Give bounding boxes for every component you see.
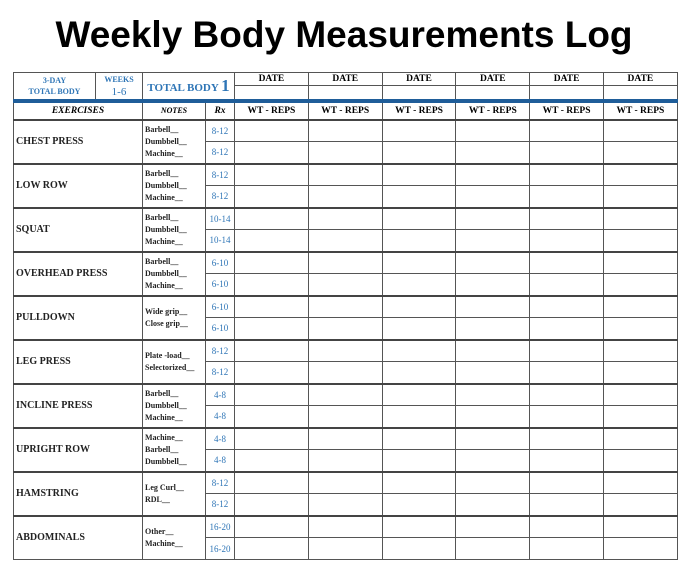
table-row	[14, 120, 678, 142]
wt-reps-input[interactable]	[235, 186, 309, 208]
wt-reps-input[interactable]	[604, 538, 678, 560]
wt-reps-input[interactable]	[235, 472, 309, 494]
wt-reps-input[interactable]	[604, 186, 678, 208]
note-option[interactable]: Dumbbell__	[145, 400, 187, 410]
wt-reps-input[interactable]	[382, 296, 456, 318]
wt-reps-input[interactable]	[235, 406, 309, 428]
note-option[interactable]: Dumbbell__	[145, 268, 187, 278]
wt-reps-input[interactable]	[456, 296, 530, 318]
exercise-notes	[143, 164, 206, 208]
plan-cell	[143, 73, 235, 101]
wt-reps-input[interactable]	[530, 186, 604, 208]
wt-reps-input[interactable]	[382, 142, 456, 164]
wt-reps-input[interactable]	[604, 406, 678, 428]
wt-reps-input[interactable]	[456, 406, 530, 428]
wt-reps-header-4: WT - REPS	[456, 101, 530, 120]
note-option[interactable]: Machine__	[145, 192, 183, 202]
wt-reps-input[interactable]	[604, 274, 678, 296]
note-option[interactable]: Plate -load__	[145, 350, 190, 360]
wt-reps-input[interactable]	[604, 362, 678, 384]
wt-reps-input[interactable]	[456, 120, 530, 142]
date-input-3[interactable]	[382, 86, 456, 101]
wt-reps-header-6: WT - REPS	[604, 101, 678, 120]
wt-reps-input[interactable]	[456, 252, 530, 274]
note-option[interactable]: Machine__	[145, 538, 183, 548]
wt-reps-input[interactable]	[604, 164, 678, 186]
exercise-notes	[143, 208, 206, 252]
wt-reps-input[interactable]	[235, 208, 309, 230]
note-option[interactable]: Barbell__	[145, 168, 179, 178]
wt-reps-input[interactable]	[456, 208, 530, 230]
wt-reps-input[interactable]	[604, 494, 678, 516]
wt-reps-input[interactable]	[382, 230, 456, 252]
date-input-5[interactable]	[530, 86, 604, 101]
wt-reps-input[interactable]	[235, 296, 309, 318]
note-option[interactable]: Machine__	[145, 148, 183, 158]
rx-value: 8-12	[206, 472, 235, 494]
wt-reps-input[interactable]	[604, 384, 678, 406]
wt-reps-input[interactable]	[530, 120, 604, 142]
wt-reps-input[interactable]	[382, 494, 456, 516]
wt-reps-input[interactable]	[382, 340, 456, 362]
wt-reps-input[interactable]	[308, 296, 382, 318]
exercise-name: HAMSTRING	[14, 472, 143, 516]
exercise-notes	[143, 296, 206, 340]
wt-reps-input[interactable]	[382, 406, 456, 428]
wt-reps-input[interactable]	[382, 472, 456, 494]
plan-label: TOTAL BODY	[147, 81, 219, 94]
note-option[interactable]: Machine__	[145, 280, 183, 290]
weeks-value: 1-6	[111, 85, 127, 98]
exercise-notes	[143, 384, 206, 428]
rx-value: 16-20	[206, 516, 235, 538]
wt-reps-input[interactable]	[308, 208, 382, 230]
wt-reps-input[interactable]	[456, 516, 530, 538]
program-cell	[14, 73, 96, 101]
wt-reps-input[interactable]	[456, 186, 530, 208]
wt-reps-input[interactable]	[530, 230, 604, 252]
wt-reps-input[interactable]	[308, 252, 382, 274]
exercise-notes	[143, 428, 206, 472]
wt-reps-input[interactable]	[235, 362, 309, 384]
rx-value: 10-14	[206, 208, 235, 230]
wt-reps-input[interactable]	[456, 164, 530, 186]
date-label-4: DATE	[456, 73, 530, 86]
wt-reps-input[interactable]	[456, 428, 530, 450]
exercise-notes	[143, 120, 206, 164]
note-option[interactable]: Machine__	[145, 432, 183, 442]
program-line2: TOTAL BODY	[28, 86, 81, 96]
date-label-6: DATE	[604, 73, 678, 86]
wt-reps-input[interactable]	[530, 208, 604, 230]
program-line1: 3-DAY	[42, 75, 67, 85]
note-option[interactable]: Close grip__	[145, 318, 188, 328]
exercise-notes	[143, 340, 206, 384]
wt-reps-header-5: WT - REPS	[530, 101, 604, 120]
wt-reps-input[interactable]	[235, 318, 309, 340]
rx-value: 4-8	[206, 406, 235, 428]
plan-number: 1	[221, 75, 230, 95]
wt-reps-input[interactable]	[604, 472, 678, 494]
note-option[interactable]: Barbell__	[145, 444, 179, 454]
table-row	[14, 472, 678, 494]
rx-value: 6-10	[206, 296, 235, 318]
wt-reps-header-3: WT - REPS	[382, 101, 456, 120]
wt-reps-input[interactable]	[308, 164, 382, 186]
date-label-5: DATE	[530, 73, 604, 86]
wt-reps-input[interactable]	[382, 538, 456, 560]
wt-reps-input[interactable]	[604, 450, 678, 472]
exercise-name: SQUAT	[14, 208, 143, 252]
rx-value: 4-8	[206, 450, 235, 472]
wt-reps-input[interactable]	[235, 516, 309, 538]
weeks-cell	[96, 73, 143, 101]
table-row	[14, 252, 678, 274]
date-input-1[interactable]	[235, 86, 309, 101]
note-option[interactable]: Dumbbell__	[145, 180, 187, 190]
note-option[interactable]: Machine__	[145, 412, 183, 422]
wt-reps-input[interactable]	[235, 164, 309, 186]
wt-reps-input[interactable]	[382, 252, 456, 274]
wt-reps-input[interactable]	[530, 494, 604, 516]
rx-value: 8-12	[206, 362, 235, 384]
wt-reps-input[interactable]	[308, 186, 382, 208]
rx-value: 8-12	[206, 164, 235, 186]
wt-reps-input[interactable]	[235, 274, 309, 296]
wt-reps-input[interactable]	[235, 252, 309, 274]
wt-reps-input[interactable]	[235, 384, 309, 406]
date-input-4[interactable]	[456, 86, 530, 101]
note-option[interactable]: Wide grip__	[145, 306, 188, 316]
exercise-name: PULLDOWN	[14, 296, 143, 340]
date-label-3: DATE	[382, 73, 456, 86]
workout-log-table	[13, 72, 678, 560]
note-option[interactable]: RDL__	[145, 494, 170, 504]
date-label-1: DATE	[235, 73, 309, 86]
wt-reps-header-1: WT - REPS	[235, 101, 309, 120]
table-row	[14, 164, 678, 186]
wt-reps-input[interactable]	[235, 450, 309, 472]
note-option[interactable]: Dumbbell__	[145, 224, 187, 234]
rx-value: 4-8	[206, 384, 235, 406]
rx-value: 6-10	[206, 252, 235, 274]
column-header-row	[14, 101, 678, 120]
date-input-2[interactable]	[308, 86, 382, 101]
wt-reps-input[interactable]	[604, 120, 678, 142]
note-option[interactable]: Barbell__	[145, 212, 179, 222]
wt-reps-input[interactable]	[456, 318, 530, 340]
wt-reps-input[interactable]	[456, 384, 530, 406]
wt-reps-input[interactable]	[530, 472, 604, 494]
page-title: Weekly Body Measurements Log	[55, 14, 633, 55]
rx-value: 8-12	[206, 494, 235, 516]
wt-reps-input[interactable]	[382, 450, 456, 472]
table-row	[14, 516, 678, 538]
wt-reps-input[interactable]	[382, 318, 456, 340]
wt-reps-input[interactable]	[456, 274, 530, 296]
weeks-label: WEEKS	[104, 74, 134, 84]
wt-reps-input[interactable]	[604, 296, 678, 318]
rx-value: 10-14	[206, 230, 235, 252]
wt-reps-input[interactable]	[530, 516, 604, 538]
wt-reps-input[interactable]	[604, 142, 678, 164]
exercise-name: INCLINE PRESS	[14, 384, 143, 428]
wt-reps-input[interactable]	[308, 538, 382, 560]
wt-reps-input[interactable]	[456, 340, 530, 362]
wt-reps-input[interactable]	[308, 516, 382, 538]
header-row	[14, 73, 678, 86]
wt-reps-input[interactable]	[235, 494, 309, 516]
wt-reps-input[interactable]	[235, 538, 309, 560]
wt-reps-input[interactable]	[382, 362, 456, 384]
wt-reps-input[interactable]	[530, 450, 604, 472]
wt-reps-input[interactable]	[235, 428, 309, 450]
exercises-header: EXERCISES	[14, 101, 143, 120]
exercise-name: LEG PRESS	[14, 340, 143, 384]
wt-reps-input[interactable]	[235, 340, 309, 362]
exercise-notes	[143, 516, 206, 560]
rx-value: 4-8	[206, 428, 235, 450]
exercise-notes	[143, 472, 206, 516]
wt-reps-input[interactable]	[382, 186, 456, 208]
exercise-name: CHEST PRESS	[14, 120, 143, 164]
note-option[interactable]: Barbell__	[145, 124, 179, 134]
wt-reps-input[interactable]	[308, 340, 382, 362]
wt-reps-input[interactable]	[382, 164, 456, 186]
table-row	[14, 428, 678, 450]
wt-reps-input[interactable]	[604, 428, 678, 450]
wt-reps-input[interactable]	[456, 472, 530, 494]
rx-header: Rx	[206, 101, 235, 120]
exercise-notes	[143, 252, 206, 296]
note-option[interactable]: Barbell__	[145, 388, 179, 398]
rx-value: 8-12	[206, 340, 235, 362]
wt-reps-input[interactable]	[530, 384, 604, 406]
wt-reps-input[interactable]	[530, 274, 604, 296]
exercise-name: LOW ROW	[14, 164, 143, 208]
exercise-name: OVERHEAD PRESS	[14, 252, 143, 296]
wt-reps-input[interactable]	[308, 494, 382, 516]
wt-reps-input[interactable]	[235, 230, 309, 252]
wt-reps-input[interactable]	[604, 516, 678, 538]
note-option[interactable]: Selectorized__	[145, 362, 195, 372]
rx-value: 6-10	[206, 318, 235, 340]
wt-reps-input[interactable]	[530, 538, 604, 560]
note-option[interactable]: Machine__	[145, 236, 183, 246]
table-row	[14, 384, 678, 406]
note-option[interactable]: Barbell__	[145, 256, 179, 266]
wt-reps-input[interactable]	[308, 472, 382, 494]
table-row	[14, 208, 678, 230]
exercise-name: ABDOMINALS	[14, 516, 143, 560]
wt-reps-input[interactable]	[308, 384, 382, 406]
rx-value: 16-20	[206, 538, 235, 560]
table-row	[14, 296, 678, 318]
wt-reps-input[interactable]	[530, 252, 604, 274]
note-option[interactable]: Leg Curl__	[145, 482, 184, 492]
date-input-6[interactable]	[604, 86, 678, 101]
wt-reps-input[interactable]	[604, 340, 678, 362]
wt-reps-input[interactable]	[382, 384, 456, 406]
rx-value: 8-12	[206, 120, 235, 142]
wt-reps-input[interactable]	[530, 340, 604, 362]
wt-reps-input[interactable]	[308, 406, 382, 428]
wt-reps-input[interactable]	[530, 428, 604, 450]
wt-reps-input[interactable]	[456, 538, 530, 560]
rx-value: 6-10	[206, 274, 235, 296]
wt-reps-input[interactable]	[308, 120, 382, 142]
wt-reps-input[interactable]	[308, 318, 382, 340]
wt-reps-input[interactable]	[235, 142, 309, 164]
wt-reps-input[interactable]	[382, 428, 456, 450]
date-label-2: DATE	[308, 73, 382, 86]
wt-reps-input[interactable]	[456, 230, 530, 252]
wt-reps-input[interactable]	[456, 362, 530, 384]
wt-reps-input[interactable]	[456, 494, 530, 516]
wt-reps-input[interactable]	[308, 362, 382, 384]
wt-reps-input[interactable]	[382, 274, 456, 296]
wt-reps-input[interactable]	[382, 516, 456, 538]
wt-reps-input[interactable]	[530, 406, 604, 428]
wt-reps-input[interactable]	[235, 120, 309, 142]
wt-reps-input[interactable]	[308, 230, 382, 252]
table-row	[14, 340, 678, 362]
note-option[interactable]: Dumbbell__	[145, 136, 187, 146]
wt-reps-input[interactable]	[604, 208, 678, 230]
wt-reps-input[interactable]	[530, 142, 604, 164]
wt-reps-header-2: WT - REPS	[308, 101, 382, 120]
wt-reps-input[interactable]	[456, 450, 530, 472]
rx-value: 8-12	[206, 142, 235, 164]
wt-reps-input[interactable]	[530, 164, 604, 186]
wt-reps-input[interactable]	[530, 318, 604, 340]
notes-header: NOTES	[143, 101, 206, 120]
wt-reps-input[interactable]	[604, 252, 678, 274]
wt-reps-input[interactable]	[308, 274, 382, 296]
wt-reps-input[interactable]	[604, 318, 678, 340]
wt-reps-input[interactable]	[530, 362, 604, 384]
wt-reps-input[interactable]	[530, 296, 604, 318]
note-option[interactable]: Dumbbell__	[145, 456, 187, 466]
wt-reps-input[interactable]	[308, 428, 382, 450]
exercise-name: UPRIGHT ROW	[14, 428, 143, 472]
rx-value: 8-12	[206, 186, 235, 208]
wt-reps-input[interactable]	[604, 230, 678, 252]
note-option[interactable]: Other__	[145, 526, 174, 536]
wt-reps-input[interactable]	[456, 142, 530, 164]
wt-reps-input[interactable]	[308, 450, 382, 472]
wt-reps-input[interactable]	[382, 208, 456, 230]
wt-reps-input[interactable]	[382, 120, 456, 142]
wt-reps-input[interactable]	[308, 142, 382, 164]
